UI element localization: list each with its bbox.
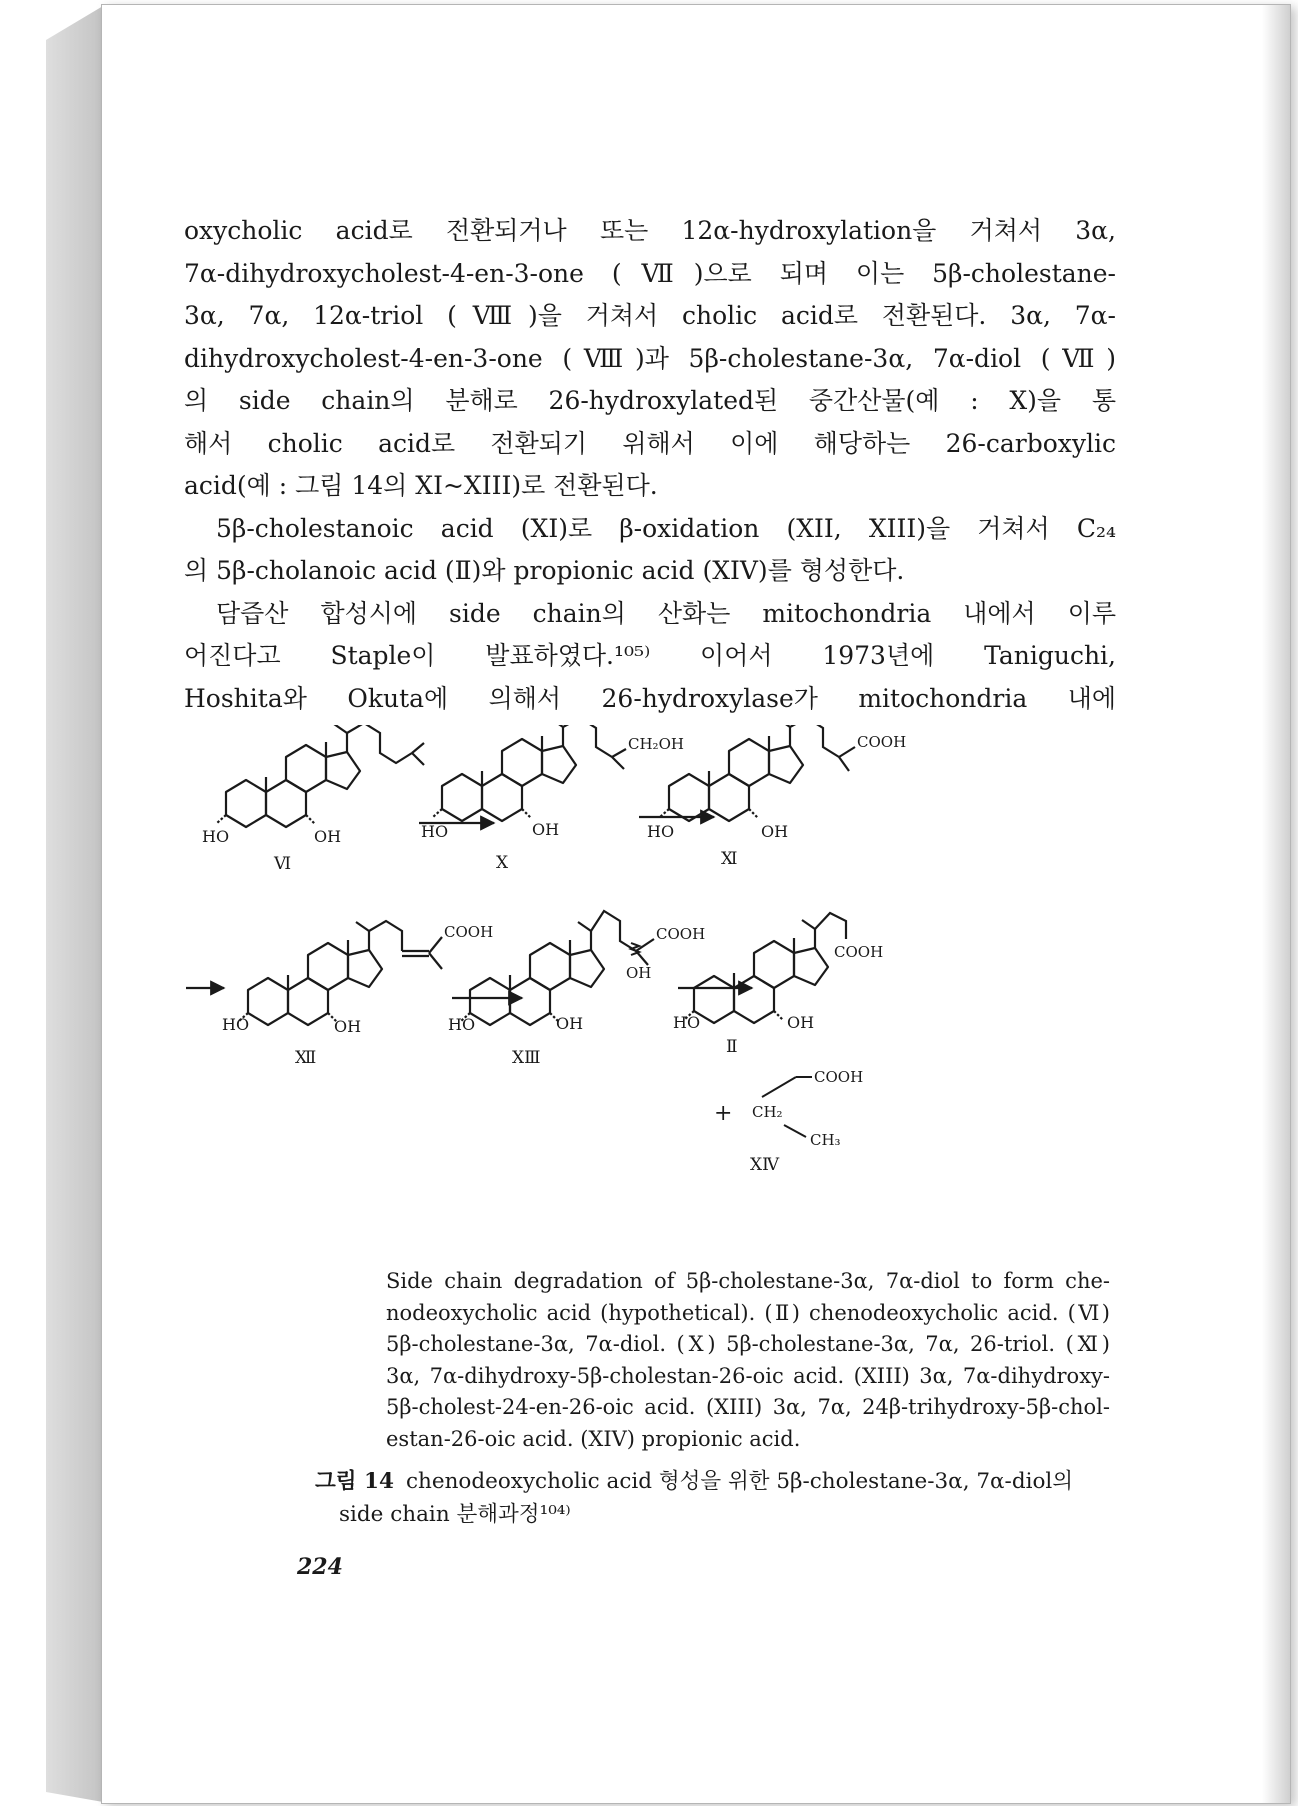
text-line: 5β-cholestanoic acid (XI)로 β-oxidation (XII, XIII)을 거쳐서 C₂₄ [216, 513, 1116, 543]
compound-label: Ⅺ [721, 849, 738, 869]
oh-label: OH [532, 820, 560, 839]
cooh-label: COOH [814, 1068, 864, 1086]
reaction-scheme-diagram [184, 725, 1116, 1255]
oh-label: OH [556, 1014, 584, 1033]
text-line: 의 side chain의 분해로 26-hydroxylated된 중간산물(예 : X)을 통 [184, 386, 1116, 415]
compound-xiv [714, 1068, 863, 1175]
reaction-scheme-figure [184, 725, 1116, 1255]
text-line: 3α, 7α, 12α-triol (Ⅷ)을 거쳐서 cholic acid로 전환된다. 3α, 7α- [184, 301, 1116, 330]
caption-line: 3α, 7α-dihydroxy-5β-cholestan-26-oic acid. (XIII) 3α, 7α-dihydroxy- [386, 1363, 1110, 1388]
side-chain-label: COOH [834, 943, 884, 961]
figure-title [315, 1465, 1115, 1531]
figure-caption [386, 1266, 1110, 1455]
figure-title-line: side chain 분해과정¹⁰⁴⁾ [339, 1502, 571, 1527]
ho-label: HO [448, 1015, 476, 1034]
paragraph-1 [184, 210, 1116, 508]
caption-line: nodeoxycholic acid (hypothetical). (Ⅱ) chenodeoxycholic acid. (Ⅵ) [386, 1300, 1110, 1325]
caption-line: 5β-cholestane-3α, 7α-diol. (Ⅹ) 5β-cholestane-3α, 7α, 26-triol. (Ⅺ) [386, 1332, 1110, 1356]
side-chain-label: COOH [444, 923, 494, 941]
compound-label: XⅣ [750, 1155, 780, 1175]
ho-label: HO [421, 822, 449, 841]
text-line: 담즙산 합성시에 side chain의 산화는 mitochondria 내에서 이루 [216, 598, 1116, 628]
plus-sign: + [714, 1101, 733, 1126]
ch2-label: CH₂ [752, 1103, 783, 1121]
ch3-label: CH₃ [810, 1131, 841, 1149]
compound-label: XⅢ [512, 1048, 541, 1068]
paragraph-2 [184, 508, 1116, 593]
caption-line: Side chain degradation of 5β-cholestane-3α, 7α-diol to form che- [386, 1269, 1110, 1293]
oh-label: OH [761, 822, 789, 841]
text-line: 7α-dihydroxycholest-4-en-3-one (Ⅶ)으로 되며 이는 5β-cholestane- [184, 258, 1116, 288]
ho-label: HO [202, 827, 230, 846]
text-line: dihydroxycholest-4-en-3-one (Ⅷ)과 5β-cholestane-3α, 7α-diol (Ⅶ) [184, 343, 1116, 373]
compound-label: Ⅱ [726, 1037, 738, 1057]
text-line: Hoshita와 Okuta에 의해서 26-hydroxylase가 mitochondria 내에 [184, 683, 1116, 713]
figure-number: 그림 14 [315, 1469, 394, 1494]
compound-xii [222, 921, 493, 1068]
side-chain-label: CH₂OH [628, 735, 684, 753]
compound-xi [647, 725, 906, 869]
compound-vi [202, 725, 424, 874]
ho-label: HO [222, 1015, 250, 1034]
side-chain-label: COOH [656, 925, 706, 943]
compound-x [421, 725, 684, 873]
oh-label: OH [314, 827, 342, 846]
side-chain-label: COOH [857, 733, 907, 751]
compound-label: Ⅵ [274, 854, 292, 874]
figure-title-text: chenodeoxycholic acid 형성을 위한 5β-cholestane-3α, 7α-diol의 [405, 1469, 1074, 1494]
page-edge-shadow [1262, 5, 1290, 1803]
caption-line: 5β-cholest-24-en-26-oic acid. (XIII) 3α, 7α, 24β-trihydroxy-5β-chol- [386, 1395, 1110, 1419]
text-line: 의 5β-cholanoic acid (Ⅱ)와 propionic acid (XIV)를 형성한다. [184, 556, 905, 585]
text-line: 해서 cholic acid로 전환되기 위해서 이에 해당하는 26-carboxylic [184, 428, 1116, 458]
side-oh-label: OH [626, 964, 652, 982]
oh-label: OH [787, 1013, 815, 1032]
text-line: acid(예 : 그림 14의 XI~XIII)로 전환된다. [184, 471, 658, 500]
paragraph-3 [184, 593, 1116, 721]
page-number: 224 [297, 1554, 343, 1580]
ho-label: HO [673, 1013, 701, 1032]
text-line: oxycholic acid로 전환되거나 또는 12α-hydroxylation을 거쳐서 3α, [184, 216, 1116, 245]
figure-title-line [315, 1465, 1115, 1498]
oh-label: OH [334, 1017, 362, 1036]
text-line: 어진다고 Staple이 발표하였다.¹⁰⁵⁾ 이어서 1973년에 Taniguchi, [184, 641, 1116, 670]
compound-label: Ⅻ [295, 1048, 317, 1068]
book-spine [46, 6, 103, 1802]
caption-line: estan-26-oic acid. (XIV) propionic acid. [386, 1426, 801, 1451]
ho-label: HO [647, 822, 675, 841]
compound-label: Ⅹ [496, 853, 509, 873]
body-text [184, 210, 1116, 720]
